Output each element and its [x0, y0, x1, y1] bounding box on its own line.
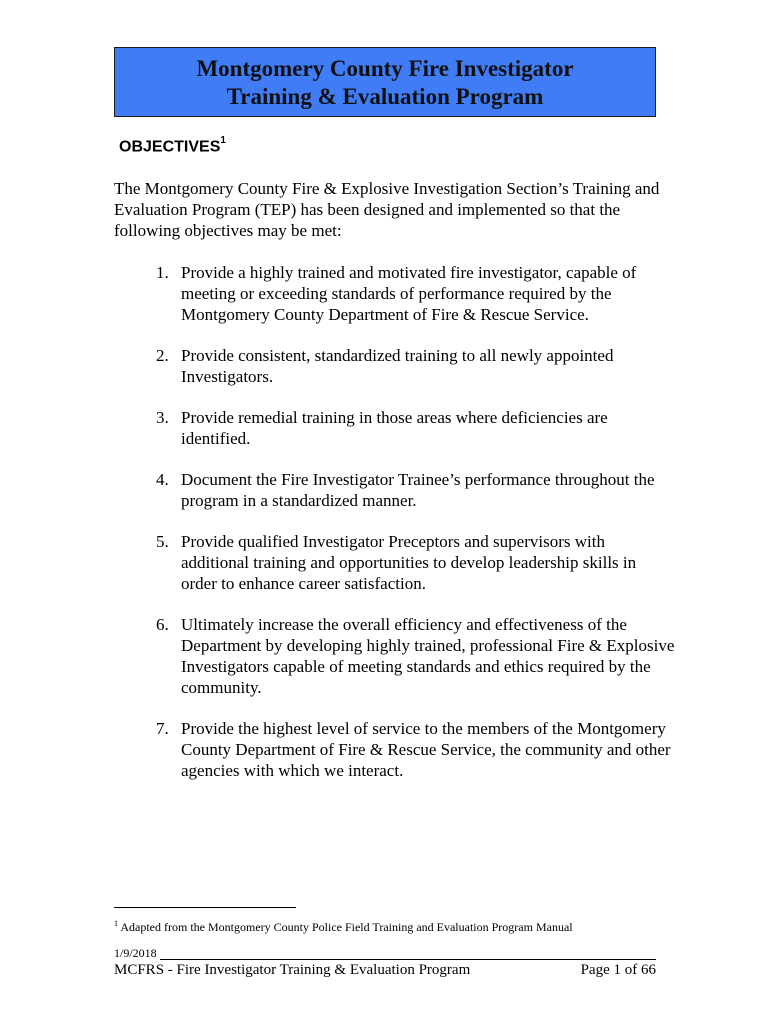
footnote-text: Adapted from the Montgomery County Police Field Training and Evaluation Program Manual [120, 920, 573, 934]
page-number: Page 1 of 66 [580, 962, 656, 978]
list-item-number: 5. [156, 532, 169, 551]
list-item-text: Provide remedial training in those areas where deficiencies are identified. [181, 408, 608, 448]
footnote-reference: 1 [220, 135, 226, 146]
list-item [156, 469, 676, 511]
list-item [156, 718, 676, 781]
list-item [156, 614, 676, 698]
list-item-number: 7. [156, 719, 169, 738]
list-item-text: Ultimately increase the overall efficiency and effectiveness of the Department by developing highly trained, professional Fire & Explosive Investigators capable of meeting standards and ethics required by the community. [181, 615, 675, 697]
footer-date: 1/9/2018 [114, 946, 157, 960]
list-item [156, 531, 676, 594]
list-item-number: 6. [156, 615, 169, 634]
intro-paragraph [114, 178, 674, 241]
section-heading [119, 137, 226, 156]
objectives-list [156, 262, 676, 801]
list-item [156, 407, 676, 449]
list-item-number: 4. [156, 470, 169, 489]
footnote [114, 916, 573, 935]
list-item-text: Document the Fire Investigator Trainee’s performance throughout the program in a standardized manner. [181, 470, 655, 510]
title-line-1: Montgomery County Fire Investigator [196, 56, 574, 81]
list-item-number: 1. [156, 263, 169, 282]
title-banner [114, 47, 656, 117]
footnote-divider [114, 907, 296, 908]
list-item-text: Provide qualified Investigator Preceptors and supervisors with additional training and opportunities to develop leadership skills in order to enhance career satisfaction. [181, 532, 637, 593]
page-footer [114, 960, 656, 980]
intro-text: The Montgomery County Fire & Explosive Investigation Section’s Training and Evaluation Program (TEP) has been designed and implemented so that the following objectives may be met: [114, 179, 660, 240]
list-item [156, 345, 676, 387]
list-item-text: Provide a highly trained and motivated fire investigator, capable of meeting or exceeding standards of performance required by the Montgomery County Department of Fire & Rescue Service. [181, 263, 637, 324]
list-item [156, 262, 676, 325]
section-heading-text: OBJECTIVES [119, 138, 221, 156]
footer-document-title: MCFRS - Fire Investigator Training & Evaluation Program [114, 962, 471, 978]
list-item-text: Provide consistent, standardized training to all newly appointed Investigators. [181, 346, 614, 386]
list-item-number: 3. [156, 408, 169, 427]
footnote-marker: 1 [114, 919, 118, 928]
title-line-2: Training & Evaluation Program [226, 84, 544, 109]
list-item-text: Provide the highest level of service to the members of the Montgomery County Department of Fire & Rescue Service, the community and other agencies with which we interact. [181, 719, 671, 780]
list-item-number: 2. [156, 346, 169, 365]
